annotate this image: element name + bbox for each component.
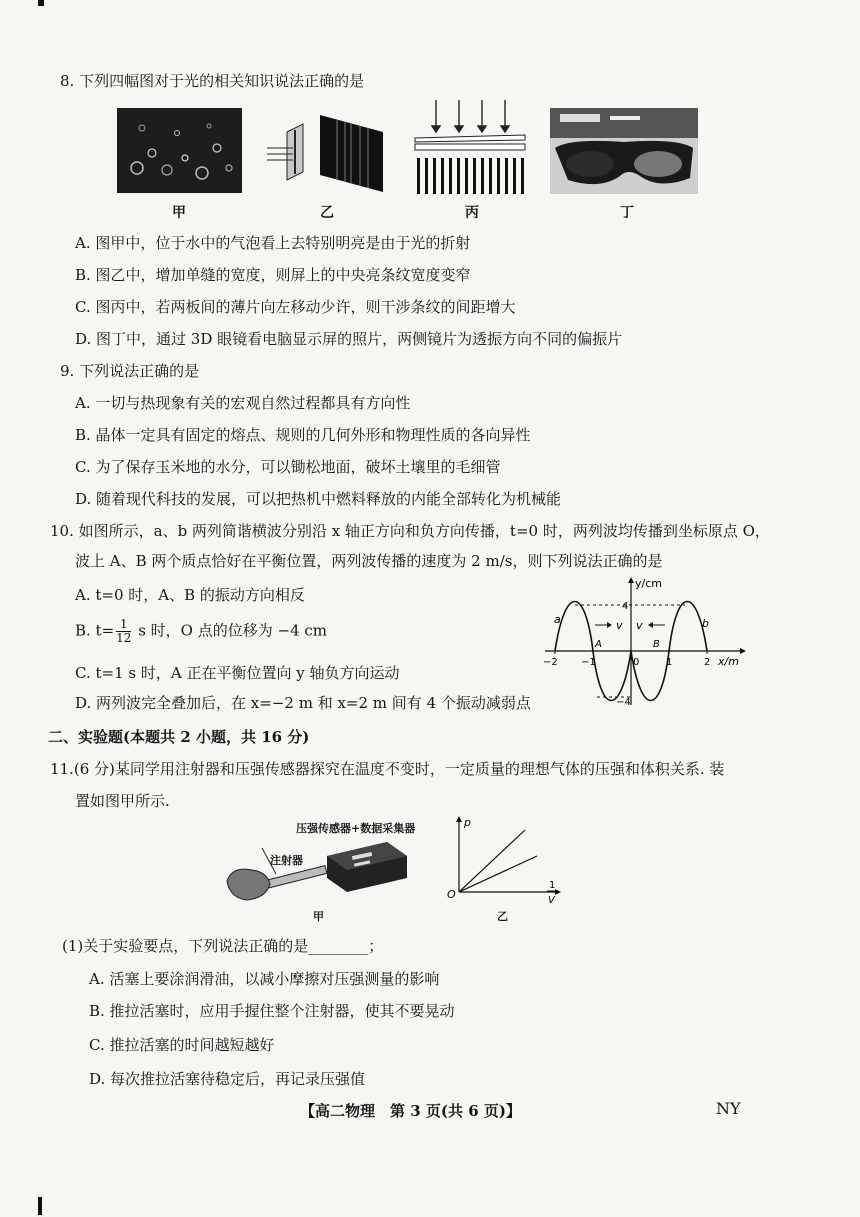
q11-syringe-label: 注射器 (270, 854, 303, 867)
page-footer-code: NY (716, 1099, 741, 1118)
q10-wave-graph (540, 575, 750, 710)
q10-option-c: C. t=1 s 时，A 正在平衡位置向 y 轴负方向运动 (75, 664, 400, 682)
q11-option-c: C. 推拉活塞的时间越短越好 (89, 1036, 275, 1054)
q8-figure-bing (413, 98, 528, 196)
scan-mark-top (38, 0, 44, 6)
q8-option-a: A. 图甲中，位于水中的气泡看上去特别明亮是由于光的折射 (75, 234, 471, 252)
q10-x-tick-1: 1 (666, 657, 673, 668)
q11-yi-y-label: p (464, 816, 471, 829)
q10-option-b-suffix: s 时，O 点的位移为 −4 cm (133, 621, 328, 640)
q10-x-axis-label: x/m (718, 655, 739, 668)
q10-option-b-fraction: $\frac{1}{12}$ (116, 617, 132, 645)
q9-option-b: B. 晶体一定具有固定的熔点、规则的几何外形和物理性质的各向异性 (75, 426, 531, 444)
q10-option-a: A. t=0 时，A、B 的振动方向相反 (75, 586, 305, 604)
q11-figure-yi (445, 814, 570, 912)
q10-y-min-label: −4 (616, 697, 631, 708)
q10-y-axis-label: y/cm (635, 577, 662, 590)
section2-title: 二、实验题(本题共 2 小题，共 16 分) (48, 728, 310, 746)
q9-option-d: D. 随着现代科技的发展，可以把热机中燃料释放的内能全部转化为机械能 (75, 490, 562, 508)
q11-sensor-label: 压强传感器+数据采集器 (296, 822, 416, 835)
q10-x-tick-0: 0 (633, 657, 640, 668)
q8-figure-ding (550, 108, 698, 194)
q10-velocity-label-a: v (616, 619, 623, 632)
q11-figure-jia (222, 836, 427, 906)
q10-point-b-label: B (653, 639, 660, 650)
q11-sub1: (1)关于实验要点，下列说法正确的是________； (62, 937, 384, 955)
q10-wave-b-label: b (702, 617, 709, 630)
q10-option-b-prefix: B. t= (75, 621, 115, 640)
q11-yi-x-den: V (548, 895, 555, 906)
q8-label-bing: 丙 (465, 205, 479, 221)
q11-figure-yi-caption: 乙 (497, 910, 508, 923)
q11-option-a: A. 活塞上要涂润滑油，以减小摩擦对压强测量的影响 (89, 970, 440, 988)
q9-option-a: A. 一切与热现象有关的宏观自然过程都具有方向性 (75, 394, 411, 412)
q11-stem-line2: 置如图甲所示. (75, 792, 170, 810)
q8-label-yi: 乙 (320, 205, 334, 221)
q10-stem-line2: 波上 A、B 两个质点恰好在平衡位置，两列波传播的速度为 2 m/s，则下列说法正确的是 (75, 552, 663, 570)
q11-option-d: D. 每次推拉活塞待稳定后，再记录压强值 (89, 1070, 366, 1088)
q10-y-max-label: 4 (622, 601, 629, 612)
q10-point-a-label: A (595, 639, 602, 650)
q8-option-d: D. 图丁中，通过 3D 眼镜看电脑显示屏的照片，两侧镜片为透振方向不同的偏振片 (75, 330, 623, 348)
page-footer-center: 【高二物理 第 3 页(共 6 页)】 (300, 1102, 521, 1120)
q11-figure-jia-caption: 甲 (313, 910, 324, 923)
q8-label-ding: 丁 (620, 205, 634, 221)
q10-option-b (75, 618, 327, 645)
q10-wave-a-label: a (554, 613, 561, 626)
q8-option-c: C. 图丙中，若两板间的薄片向左移动少许，则干涉条纹的间距增大 (75, 298, 516, 316)
q8-figure-jia (117, 108, 242, 193)
q10-velocity-label-b: v (636, 619, 643, 632)
q11-yi-origin: O (447, 888, 456, 901)
q8-stem: 8. 下列四幅图对于光的相关知识说法正确的是 (60, 72, 365, 90)
q11-option-b: B. 推拉活塞时，应用手握住整个注射器，使其不要晃动 (89, 1002, 455, 1020)
q9-option-c: C. 为了保存玉米地的水分，可以锄松地面，破坏土壤里的毛细管 (75, 458, 501, 476)
q8-label-jia: 甲 (172, 205, 186, 221)
q10-option-d: D. 两列波完全叠加后，在 x=−2 m 和 x=2 m 间有 4 个振动减弱点 (75, 694, 531, 712)
q10-x-tick-neg2: −2 (543, 657, 558, 668)
q10-x-tick-2: 2 (704, 657, 711, 668)
q10-stem-line1: 10. 如图所示，a、b 两列简谐横波分别沿 x 轴正方向和负方向传播，t=0 时，两列波均传播到坐标原点 O， (50, 522, 770, 540)
q10-x-tick-neg1: −1 (581, 657, 596, 668)
q8-option-b: B. 图乙中，增加单缝的宽度，则屏上的中央亮条纹宽度变窄 (75, 266, 471, 284)
q9-stem: 9. 下列说法正确的是 (60, 362, 200, 380)
q8-figure-yi (265, 110, 385, 195)
q11-yi-x-num: 1 (549, 880, 556, 891)
scan-mark-bottom (38, 1197, 42, 1215)
q11-stem-line1: 11.(6 分)某同学用注射器和压强传感器探究在温度不变时，一定质量的理想气体的压强和体积关系. 装 (50, 760, 725, 778)
